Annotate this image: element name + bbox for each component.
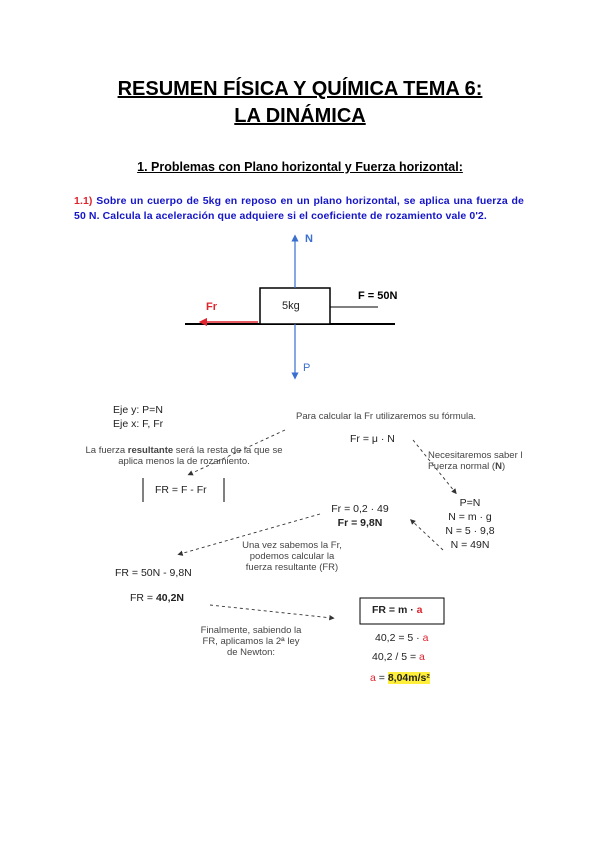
resultant-calculation: FR = 50N - 9,8N: [115, 567, 192, 579]
fr-calculation: [320, 502, 400, 530]
newton-formula-pre: FR = m ·: [372, 604, 417, 616]
page-title-line2: LA DINÁMICA: [234, 105, 366, 127]
final-a: a: [370, 672, 376, 684]
normal-note-line2-bold: N: [495, 461, 502, 472]
newton-step-2-pre: 40,2 / 5 =: [372, 651, 419, 663]
normal-step-2: N = m · g: [448, 511, 492, 523]
newton-formula-a: a: [416, 604, 423, 616]
normal-steps: [430, 496, 510, 552]
newton-step-2: [372, 651, 425, 663]
normal-note-line2-pre: Fuerza normal (: [428, 461, 496, 472]
normal-note: [428, 450, 523, 472]
newton-note-line2: FR, aplicamos la 2ª ley: [202, 636, 300, 647]
resultant-result-pre: FR =: [130, 592, 156, 604]
applied-force-label: [358, 290, 397, 302]
normal-note-line1: Necesitaremos saber l: [428, 450, 523, 461]
newton-formula: [372, 604, 422, 616]
fr-formula-note: Para calcular la Fr utilizaremos su fórmula.: [296, 411, 477, 422]
normal-force-label: N: [305, 233, 313, 245]
resultant-note: [84, 445, 284, 467]
force-value: = 50N: [364, 290, 398, 302]
next-note-line1: Una vez sabemos la Fr,: [242, 540, 342, 551]
final-result: [370, 672, 430, 684]
fr-result-line: Fr = 9,8N: [337, 517, 383, 529]
resultant-note-bold: resultante: [127, 445, 174, 456]
newton-note: [196, 625, 306, 658]
newton-note-line3: de Newton:: [226, 647, 276, 658]
normal-step-1: P=N: [459, 497, 481, 509]
final-eq: =: [375, 672, 388, 684]
axis-y-note: Eje y: P=N: [113, 404, 163, 416]
problem-text: Sobre un cuerpo de 5kg en reposo en un plano horizontal, se aplica una fuerza de 50 N. Calcula la aceleración que adquiere si el coeficiente de rozamiento vale 0'2.: [74, 195, 524, 222]
final-value: 8,04m/s²: [387, 672, 430, 684]
problem-number: 1.1): [74, 195, 93, 207]
next-note-line2: podemos calcular la: [249, 551, 335, 562]
resultant-note-post: será la resta de la que se: [173, 445, 283, 456]
newton-step-1: [375, 632, 428, 644]
resultant-result-value: 40,2N: [155, 592, 184, 604]
newton-step-2-a: a: [419, 651, 425, 663]
resultant-formula: FR = F - Fr: [155, 484, 207, 496]
weight-label: P: [303, 362, 311, 374]
axis-x-note: Eje x: F, Fr: [113, 418, 164, 430]
next-note-line3: fuerza resultante (FR): [245, 562, 339, 573]
normal-note-line2-post: ): [501, 461, 506, 472]
fr-formula: Fr = μ · N: [350, 433, 395, 445]
friction-label: Fr: [206, 301, 217, 313]
newton-step-1-pre: 40,2 = 5 ·: [375, 632, 423, 644]
normal-step-3: N = 5 · 9,8: [445, 525, 495, 537]
resultant-note-pre: La fuerza: [85, 445, 128, 456]
mass-label: 5kg: [282, 300, 300, 312]
page-title-line1: RESUMEN FÍSICA Y QUÍMICA TEMA 6:: [117, 78, 483, 100]
flow-arrow-5: [210, 605, 332, 618]
resultant-result: [130, 592, 184, 604]
section-heading: 1. Problemas con Plano horizontal y Fuerza horizontal:: [137, 160, 463, 174]
resultant-note-line2: aplica menos la de rozamiento.: [118, 456, 250, 467]
newton-note-line1: Finalmente, sabiendo la: [200, 625, 302, 636]
next-step-note: [237, 540, 347, 573]
normal-step-4: N = 49N: [450, 539, 490, 551]
newton-step-1-a: a: [422, 632, 429, 644]
force-symbol: F: [358, 290, 365, 302]
fr-calc-line: Fr = 0,2 · 49: [331, 503, 389, 515]
